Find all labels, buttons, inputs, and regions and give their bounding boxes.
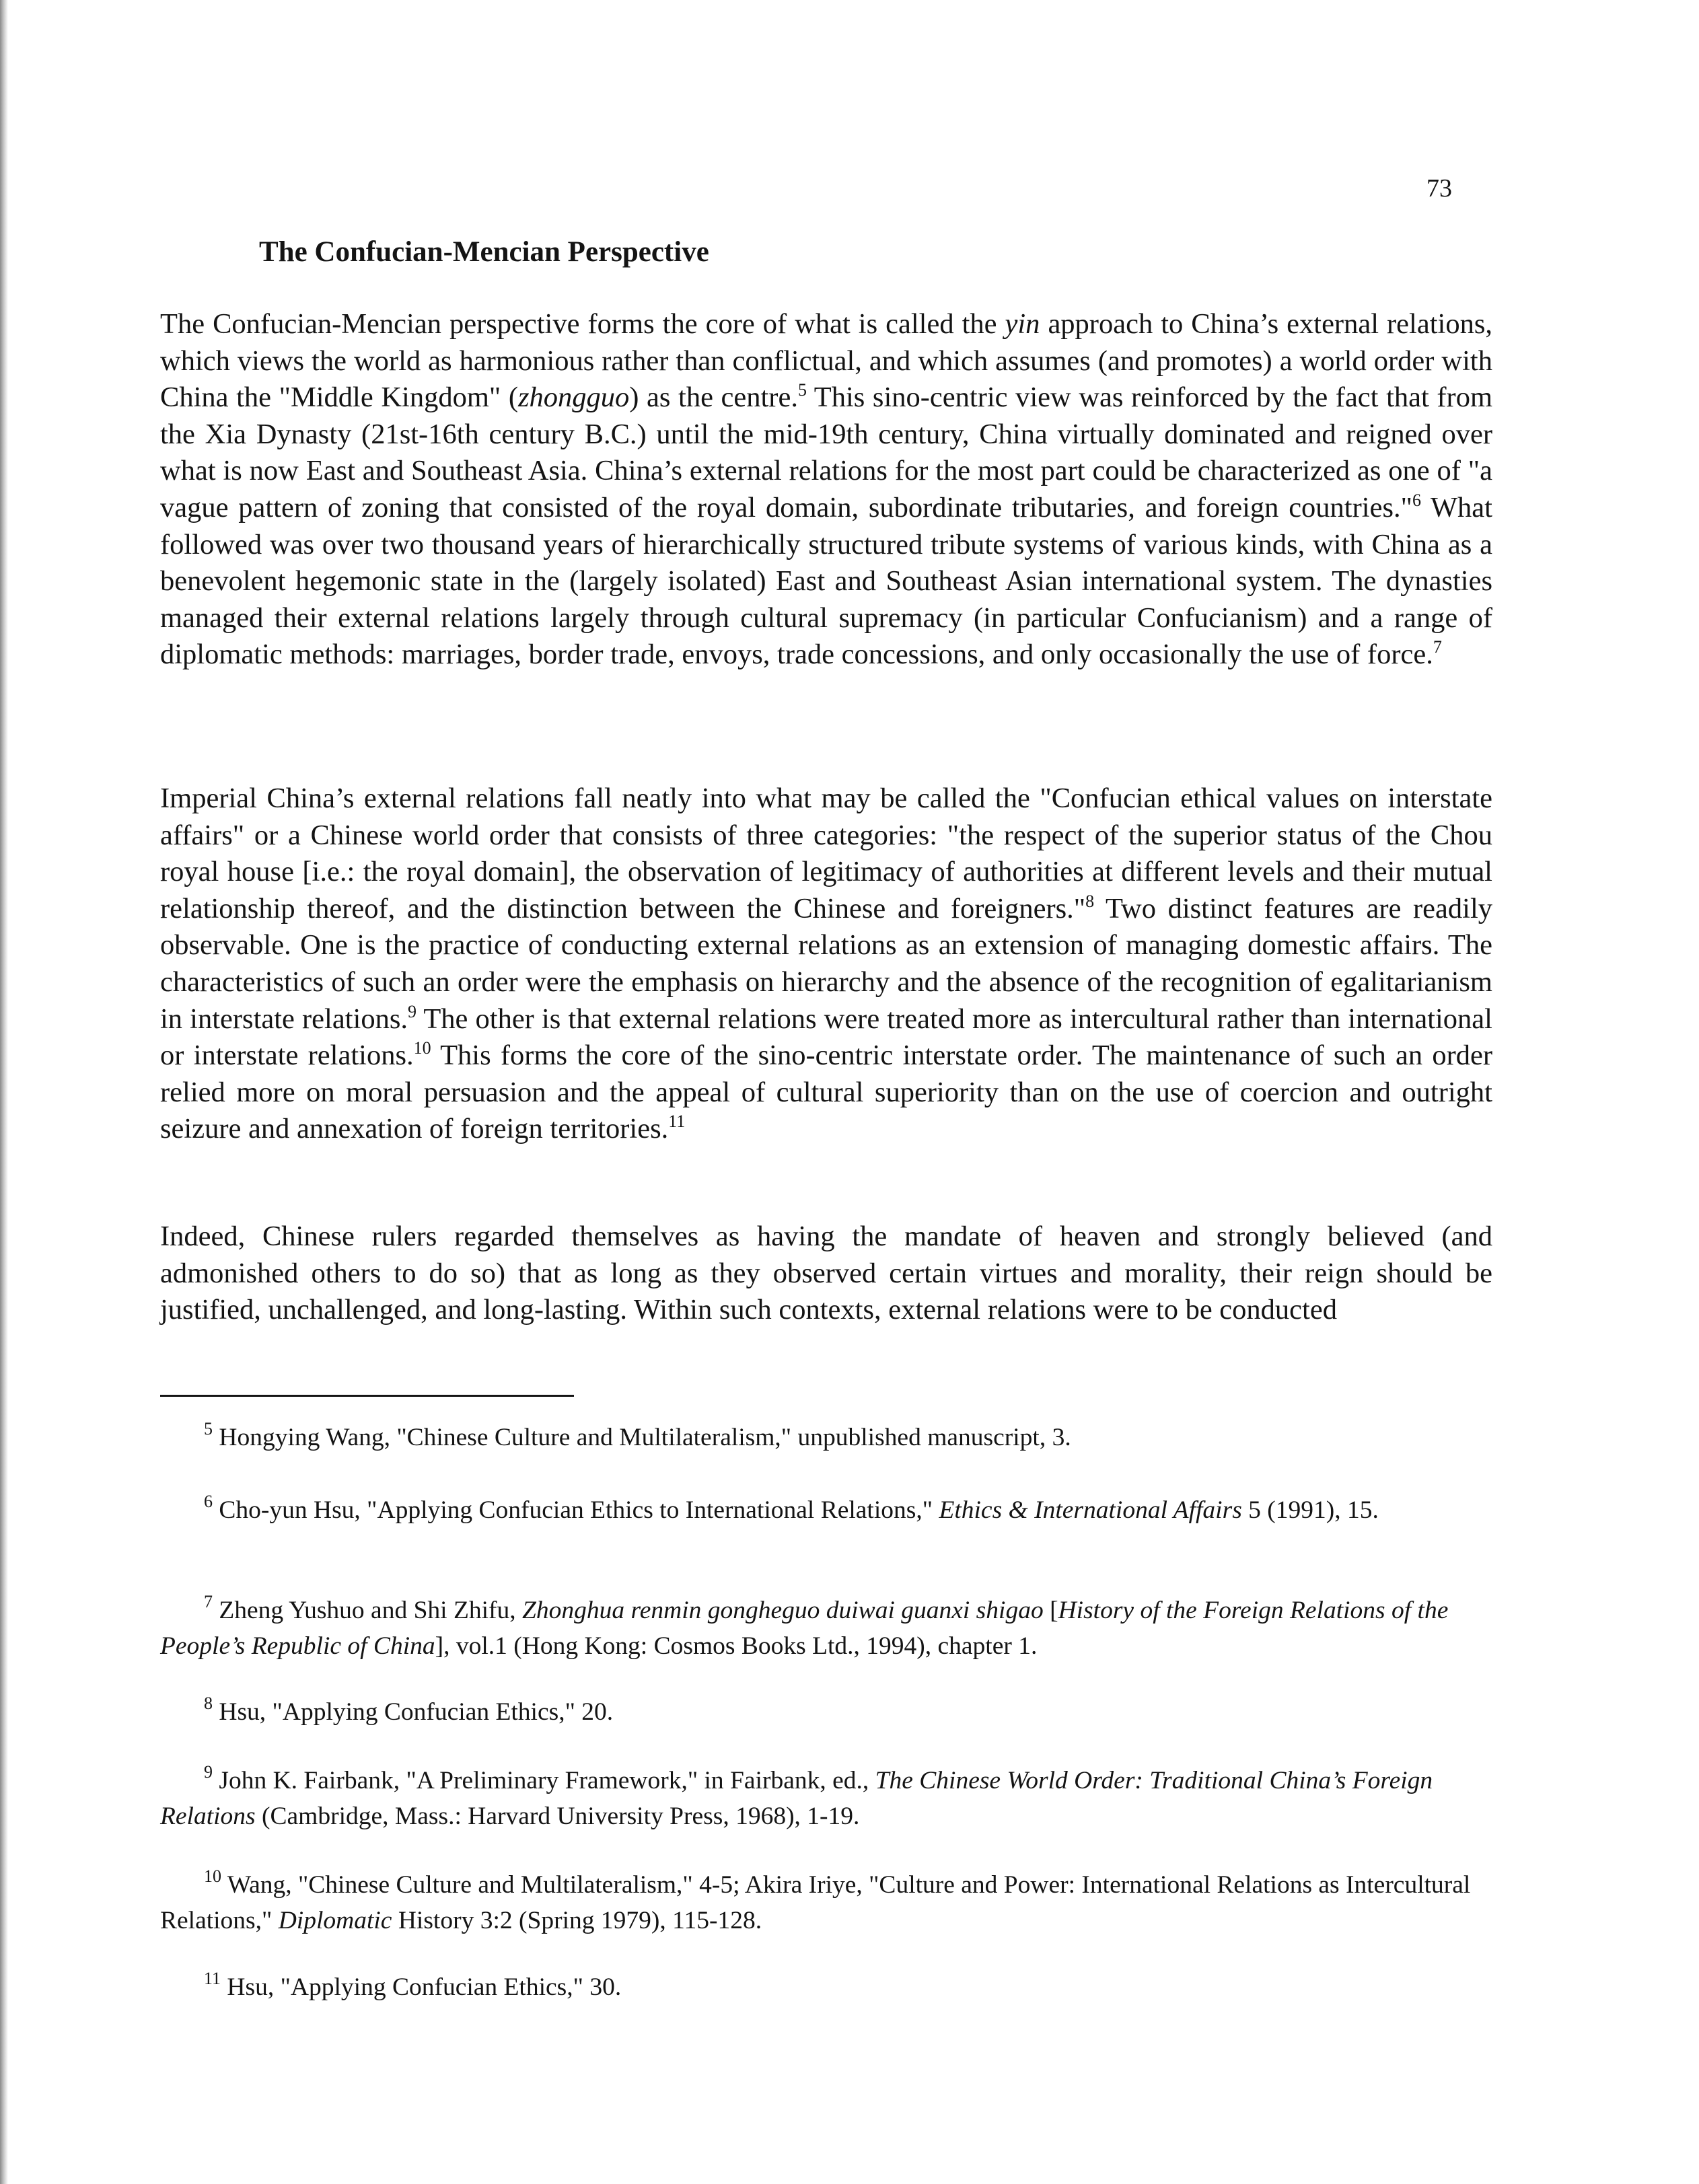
footnote-marker: 7 <box>1433 637 1442 657</box>
text-run: (Cambridge, Mass.: Harvard University Press, 1968), 1-19. <box>255 1803 860 1830</box>
text-run: approach to China’s external relations, which views the world as harmonious rather than conflictual, and which assumes (and promotes) a world order with China the "Middle Kingdom" ( <box>160 308 1492 414</box>
text-run: ], vol.1 (Hong Kong: Cosmos Books Ltd., 1994), chapter 1. <box>435 1632 1038 1660</box>
footnote-divider <box>160 1395 574 1397</box>
scan-edge <box>0 0 8 2184</box>
text-run: Two distinct features are readily observable. One is the practice of conducting external relations as an extension of managing domestic affairs. The characteristics of such an order were the emphasis on hierarchy and the absence of the recognition of egalitarianism in interstate relations. <box>160 892 1492 1035</box>
text-run: Hsu, "Applying Confucian Ethics," 20. <box>213 1698 614 1726</box>
italic-text: The Chinese World Order: Traditional China’s Foreign Relations <box>160 1767 1433 1830</box>
text-run: Wang, "Chinese Culture and Multilateralism," 4-5; Akira Iriye, "Culture and Power: International Relations as Intercultural Relations," <box>160 1871 1471 1934</box>
italic-text: Diplomatic <box>278 1907 392 1934</box>
footnote-5 <box>160 1420 1492 1455</box>
footnote-8 <box>160 1694 1492 1730</box>
text-run: Zheng Yushuo and Shi Zhifu, <box>213 1597 523 1624</box>
text-run: This forms the core of the sino-centric interstate order. The maintenance of such an order relied more on moral persuasion and the appeal of cultural superiority than on the use of coercion and outright seizure and annexation of foreign territories. <box>160 1040 1493 1145</box>
footnote-marker: 5 <box>204 1419 213 1439</box>
footnote-marker: 11 <box>668 1112 686 1132</box>
footnote-marker: 10 <box>204 1866 221 1886</box>
italic-text: History of the Foreign Relations of the People’s Republic of China <box>160 1597 1449 1660</box>
text-run: The other is that external relations were treated more as intercultural rather than international or interstate relations. <box>160 1003 1492 1072</box>
text-run: History 3:2 (Spring 1979), 115-128. <box>392 1907 762 1934</box>
text-run: This sino-centric view was reinforced by the fact that from the Xia Dynasty (21st-16th century B.C.) until the mid-19th century, China virtually dominated and reigned over what is now East and Southeast Asia. China’s external relations for the most part could be characterized as one of "a vague pattern of zoning that consisted of the royal domain, subordinate tributaries, and foreign countries." <box>160 381 1493 523</box>
section-heading: The Confucian-Mencian Perspective <box>259 236 709 268</box>
footnote-marker: 8 <box>204 1694 213 1713</box>
footnote-marker: 10 <box>413 1038 431 1058</box>
text-run: 5 (1991), 15. <box>1241 1496 1379 1524</box>
footnote-9 <box>160 1763 1492 1834</box>
text-run: Hsu, "Applying Confucian Ethics," 30. <box>221 1973 622 2001</box>
italic-text: Ethics & International Affairs <box>939 1496 1242 1524</box>
footnote-marker: 5 <box>797 380 807 400</box>
italic-text: Zhonghua renmin gongheguo duiwai guanxi shigao <box>522 1597 1044 1624</box>
text-run: [ <box>1043 1597 1058 1624</box>
text-run: Hongying Wang, "Chinese Culture and Multilateralism," unpublished manuscript, 3. <box>213 1424 1071 1451</box>
footnote-marker: 11 <box>204 1969 221 1988</box>
footnote-marker: 7 <box>204 1592 213 1611</box>
text-run: Imperial China’s external relations fall neatly into what may be called the "Confucian ethical values on interstate affairs" or a Chinese world order that consists of three categories: "the respect of the superior status of the Chou royal house [i.e.: the royal domain], the observation of legitimacy of authorities at different levels and their mutual relationship thereof, and the distinction between the Chinese and foreigners." <box>160 782 1492 924</box>
body-paragraph <box>160 780 1492 1148</box>
text-run: What followed was over two thousand years of hierarchically structured tribute systems of various kinds, with China as a benevolent hegemonic state in the (largely isolated) East and Southeast Asian international system. The dynasties managed their external relations largely through cultural supremacy (in particular Confucianism) and a range of diplomatic methods: marriages, border trade, envoys, trade concessions, and only occasionally the use of force. <box>160 491 1492 671</box>
footnote-marker: 9 <box>204 1762 213 1782</box>
body-paragraph <box>160 1218 1492 1329</box>
text-run: Cho-yun Hsu, "Applying Confucian Ethics to International Relations," <box>213 1496 939 1524</box>
footnote-10 <box>160 1867 1492 1938</box>
body-paragraph <box>160 306 1492 674</box>
footnote-marker: 8 <box>1085 891 1095 911</box>
footnote-6 <box>160 1492 1492 1528</box>
footnote-11 <box>160 1969 1492 2005</box>
text-run: Indeed, Chinese rulers regarded themselves as having the mandate of heaven and strongly believed (and admonished others to do so) that as long as they observed certain virtues and morality, their reign should be justified, unchallenged, and long-lasting. Within such contexts, external relations were to be conducted <box>160 1221 1492 1326</box>
footnote-marker: 6 <box>1412 490 1421 510</box>
italic-text: yin <box>1005 308 1040 340</box>
footnote-marker: 6 <box>204 1492 213 1511</box>
text-run: John K. Fairbank, "A Preliminary Framework," in Fairbank, ed., <box>213 1767 875 1794</box>
text-run: ) as the centre. <box>629 381 798 414</box>
footnote-marker: 9 <box>408 1001 417 1021</box>
italic-text: zhongguo <box>517 381 630 414</box>
page-number: 73 <box>1426 174 1452 203</box>
footnote-7 <box>160 1593 1492 1664</box>
text-run: The Confucian-Mencian perspective forms the core of what is called the <box>160 308 1005 340</box>
